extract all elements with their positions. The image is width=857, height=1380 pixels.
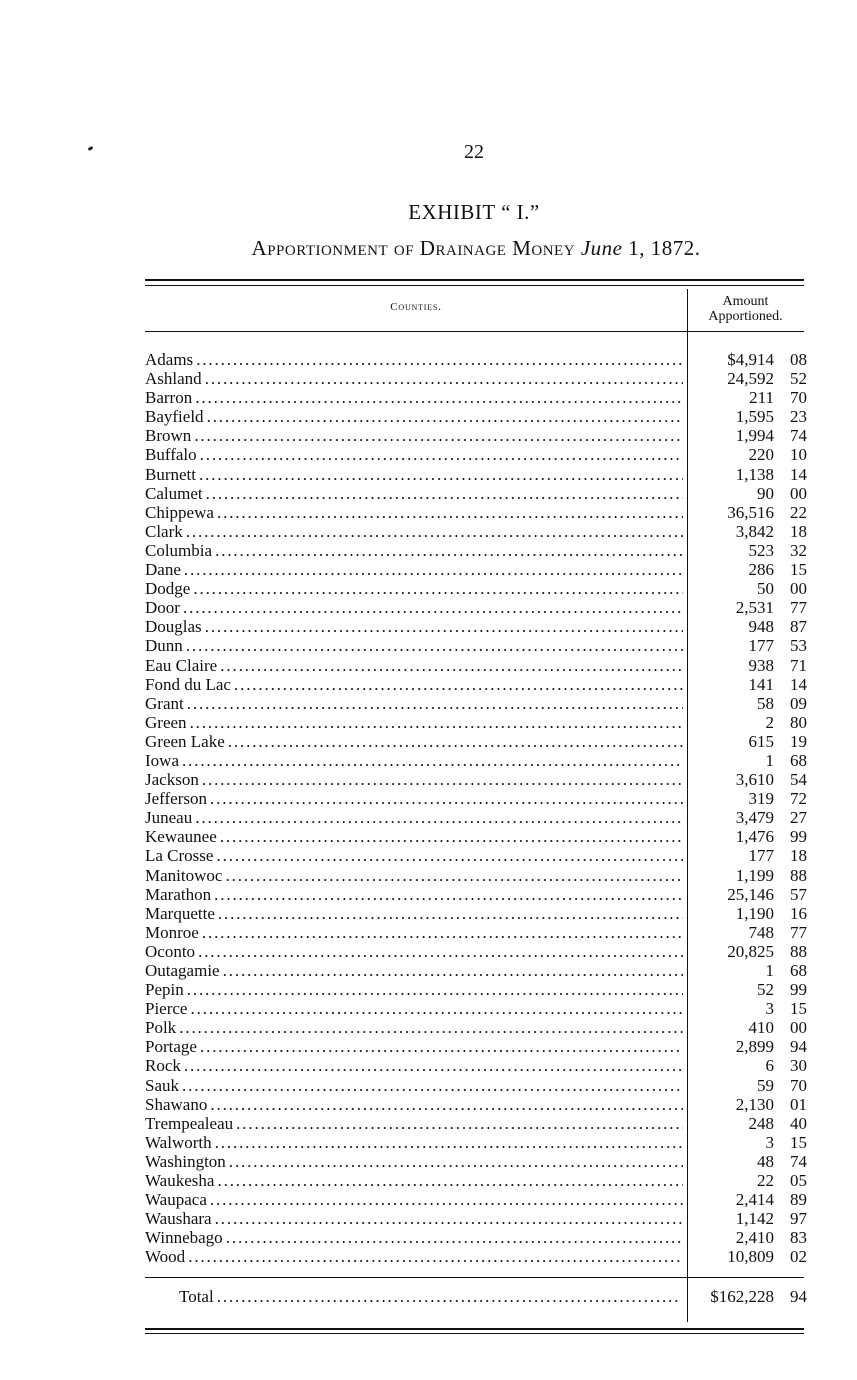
amount-dollars: 10,809 bbox=[727, 1247, 774, 1267]
table-row bbox=[145, 827, 807, 846]
table-row bbox=[145, 388, 807, 407]
county-name: Calumet . . . bbox=[145, 484, 683, 503]
county-name: Winnebago . . . bbox=[145, 1228, 683, 1247]
amount-dollars: 52 bbox=[757, 980, 774, 1000]
amount-cents: 02 bbox=[790, 1247, 807, 1267]
table-row bbox=[145, 1190, 807, 1209]
table-row bbox=[145, 1209, 807, 1228]
amount-cents: 70 bbox=[790, 388, 807, 408]
county-name: Kewaunee . . . bbox=[145, 827, 683, 846]
amount-cents: 27 bbox=[790, 808, 807, 828]
amount-cents: 68 bbox=[790, 750, 807, 770]
county-name: Washington . . . bbox=[145, 1152, 683, 1171]
county-name: Trempealeau . . . bbox=[145, 1114, 683, 1133]
amount-dollars: 1,994 bbox=[735, 426, 774, 446]
amount-dollars: 248 bbox=[748, 1113, 774, 1133]
amount-cents: 14 bbox=[790, 464, 807, 484]
county-name: Douglas . . . bbox=[145, 617, 683, 636]
table-row bbox=[145, 1114, 807, 1133]
amount-cents: 77 bbox=[790, 598, 807, 618]
county-name: Buffalo . . . bbox=[145, 445, 683, 464]
table-row bbox=[145, 999, 807, 1018]
amount-cents: 94 bbox=[790, 1037, 807, 1057]
table-row bbox=[145, 369, 807, 388]
amount-dollars: 2,899 bbox=[735, 1037, 774, 1057]
amount-dollars: 48 bbox=[757, 1151, 774, 1171]
table-row bbox=[145, 808, 807, 827]
total-cents: 94 bbox=[790, 1287, 807, 1306]
county-name: Polk . . . bbox=[145, 1018, 683, 1037]
county-name: Outagamie . . . bbox=[145, 961, 683, 980]
apportionment-table bbox=[145, 350, 807, 1267]
top-rule-thin bbox=[145, 285, 804, 286]
table-row bbox=[145, 980, 807, 999]
county-name: Columbia . . . bbox=[145, 541, 683, 560]
table-row bbox=[145, 961, 807, 980]
table-row bbox=[145, 617, 807, 636]
county-name: Monroe . . . bbox=[145, 923, 683, 942]
amount-cents: 72 bbox=[790, 789, 807, 809]
county-name: Bayfield . . . bbox=[145, 407, 683, 426]
table-row bbox=[145, 1037, 807, 1056]
amount-dollars: 1 bbox=[765, 750, 774, 770]
county-name: Jackson . . . bbox=[145, 770, 683, 789]
table-row bbox=[145, 675, 807, 694]
amount-cents: 00 bbox=[790, 1018, 807, 1038]
total-label: Total . . . bbox=[179, 1286, 683, 1308]
amount-cents: 09 bbox=[790, 693, 807, 713]
amount-dollars: 1,476 bbox=[735, 827, 774, 847]
table-row bbox=[145, 1228, 807, 1247]
amount-cents: 71 bbox=[790, 655, 807, 675]
amount-dollars: 211 bbox=[749, 388, 774, 408]
header-counties: Counties. bbox=[390, 301, 442, 313]
table-row bbox=[145, 522, 807, 541]
table-row bbox=[145, 751, 807, 770]
amount-dollars: 523 bbox=[748, 540, 774, 560]
county-name: Chippewa . . . bbox=[145, 503, 683, 522]
table-row bbox=[145, 846, 807, 865]
county-name: Manitowoc . . . bbox=[145, 866, 683, 885]
amount-cents: 23 bbox=[790, 407, 807, 427]
county-name: Rock . . . bbox=[145, 1056, 683, 1075]
county-name: La Crosse . . . bbox=[145, 846, 683, 865]
table-row bbox=[145, 885, 807, 904]
table-row bbox=[145, 426, 807, 445]
total-rule bbox=[145, 1277, 804, 1278]
county-name: Burnett . . . bbox=[145, 465, 683, 484]
county-name: Juneau . . . bbox=[145, 808, 683, 827]
table-row bbox=[145, 732, 807, 751]
amount-cents: 10 bbox=[790, 445, 807, 465]
amount-dollars: 36,516 bbox=[727, 502, 774, 522]
table-row bbox=[145, 904, 807, 923]
table-row bbox=[145, 350, 807, 369]
amount-cents: 57 bbox=[790, 884, 807, 904]
amount-dollars: 319 bbox=[748, 789, 774, 809]
header-amount-line2: Apportioned. bbox=[708, 309, 783, 324]
amount-cents: 68 bbox=[790, 961, 807, 980]
amount-cents: 01 bbox=[790, 1094, 807, 1114]
table-row bbox=[145, 656, 807, 675]
amount-cents: 40 bbox=[790, 1113, 807, 1133]
amount-dollars: 1,595 bbox=[735, 407, 774, 427]
amount-dollars: 748 bbox=[748, 922, 774, 942]
table-row bbox=[145, 1076, 807, 1095]
county-name: Pierce . . . bbox=[145, 999, 683, 1018]
amount-dollars: 58 bbox=[757, 693, 774, 713]
amount-dollars: 938 bbox=[748, 655, 774, 675]
page-number: 22 bbox=[464, 141, 484, 163]
amount-dollars: 24,592 bbox=[727, 369, 774, 389]
amount-cents: 16 bbox=[790, 903, 807, 923]
amount-cents: 30 bbox=[790, 1056, 807, 1076]
table-row bbox=[145, 636, 807, 655]
table-row bbox=[145, 484, 807, 503]
amount-cents: 53 bbox=[790, 636, 807, 656]
county-name: Iowa . . . bbox=[145, 751, 683, 770]
amount-cents: 89 bbox=[790, 1190, 807, 1210]
amount-cents: 18 bbox=[790, 846, 807, 866]
amount-dollars: 286 bbox=[748, 560, 774, 580]
table-row bbox=[145, 789, 807, 808]
county-name: Waukesha . . . bbox=[145, 1171, 683, 1190]
county-name: Marquette . . . bbox=[145, 904, 683, 923]
amount-dollars: 20,825 bbox=[727, 941, 774, 961]
table-row bbox=[145, 923, 807, 942]
county-name: Portage . . . bbox=[145, 1037, 683, 1056]
table-row bbox=[145, 1018, 807, 1037]
exhibit-title: EXHIBIT “ I.” bbox=[408, 200, 540, 224]
table-row bbox=[145, 942, 807, 961]
table-row bbox=[145, 694, 807, 713]
county-name: Brown . . . bbox=[145, 426, 683, 445]
amount-dollars: 1,142 bbox=[735, 1209, 774, 1229]
header-rule bbox=[145, 331, 804, 332]
amount-cents: 15 bbox=[790, 560, 807, 580]
table-row bbox=[145, 598, 807, 617]
amount-cents: 74 bbox=[790, 1151, 807, 1171]
amount-dollars: 2,410 bbox=[735, 1228, 774, 1248]
county-name: Eau Claire . . . bbox=[145, 656, 683, 675]
amount-dollars: 50 bbox=[757, 579, 774, 599]
county-name: Sauk . . . bbox=[145, 1076, 683, 1095]
amount-cents: 15 bbox=[790, 999, 807, 1019]
amount-dollars: 177 bbox=[748, 846, 774, 866]
amount-cents: 54 bbox=[790, 770, 807, 790]
amount-dollars: 1,190 bbox=[735, 903, 774, 923]
page-subtitle bbox=[0, 236, 857, 261]
county-name: Dane . . . bbox=[145, 560, 683, 579]
table-row bbox=[145, 445, 807, 464]
amount-dollars: 2 bbox=[765, 712, 774, 732]
header-amount-line1: Amount bbox=[722, 294, 769, 309]
amount-dollars: 6 bbox=[765, 1056, 774, 1076]
amount-dollars: 1,199 bbox=[735, 865, 774, 885]
total-row bbox=[145, 1286, 807, 1308]
top-rule bbox=[145, 279, 804, 281]
amount-dollars: 22 bbox=[757, 1171, 774, 1191]
table-row bbox=[145, 541, 807, 560]
amount-dollars: 2,130 bbox=[735, 1094, 774, 1114]
subtitle-date: 1, 1872. bbox=[628, 236, 701, 260]
amount-cents: 00 bbox=[790, 483, 807, 503]
total-dollars: $162,228 bbox=[710, 1287, 774, 1306]
amount-cents: 99 bbox=[790, 980, 807, 1000]
county-name: Green Lake . . . bbox=[145, 732, 683, 751]
county-name: Oconto . . . bbox=[145, 942, 683, 961]
amount-cents: 70 bbox=[790, 1075, 807, 1095]
amount-cents: 74 bbox=[790, 426, 807, 446]
subtitle-month: June bbox=[580, 236, 623, 260]
county-name: Dunn . . . bbox=[145, 636, 683, 655]
amount-cents: 00 bbox=[790, 579, 807, 599]
amount-dollars: 2,414 bbox=[735, 1190, 774, 1210]
county-name: Marathon . . . bbox=[145, 885, 683, 904]
table-row bbox=[145, 1095, 807, 1114]
county-name: Green . . . bbox=[145, 713, 683, 732]
amount-cents: 99 bbox=[790, 827, 807, 847]
amount-dollars: 615 bbox=[748, 731, 774, 751]
county-name: Pepin . . . bbox=[145, 980, 683, 999]
amount-dollars: 220 bbox=[748, 445, 774, 465]
amount-cents: 05 bbox=[790, 1171, 807, 1191]
amount-dollars: 25,146 bbox=[727, 884, 774, 904]
amount-cents: 32 bbox=[790, 540, 807, 560]
county-name: Clark . . . bbox=[145, 522, 683, 541]
amount-cents: 22 bbox=[790, 502, 807, 522]
table-row bbox=[145, 770, 807, 789]
bottom-rule-thin bbox=[145, 1333, 804, 1334]
amount-dollars: 3 bbox=[765, 999, 774, 1019]
table-row bbox=[145, 560, 807, 579]
bottom-rule bbox=[145, 1328, 804, 1330]
amount-cents: 83 bbox=[790, 1228, 807, 1248]
county-name: Wood . . . bbox=[145, 1247, 683, 1266]
amount-dollars: 59 bbox=[757, 1075, 774, 1095]
amount-dollars: 3,842 bbox=[735, 521, 774, 541]
county-name: Barron . . . bbox=[145, 388, 683, 407]
table-row bbox=[145, 503, 807, 522]
amount-cents: 08 bbox=[790, 350, 807, 369]
county-name: Ashland . . . bbox=[145, 369, 683, 388]
amount-cents: 80 bbox=[790, 712, 807, 732]
table-row bbox=[145, 866, 807, 885]
amount-dollars: 3 bbox=[765, 1132, 774, 1152]
amount-cents: 14 bbox=[790, 674, 807, 694]
county-name: Waupaca . . . bbox=[145, 1190, 683, 1209]
table-row bbox=[145, 1152, 807, 1171]
county-name: Walworth . . . bbox=[145, 1133, 683, 1152]
amount-dollars: 948 bbox=[748, 617, 774, 637]
amount-dollars: 177 bbox=[748, 636, 774, 656]
amount-dollars: 3,479 bbox=[735, 808, 774, 828]
amount-dollars: 410 bbox=[748, 1018, 774, 1038]
amount-cents: 88 bbox=[790, 865, 807, 885]
amount-dollars: 2,531 bbox=[735, 598, 774, 618]
amount-dollars: $4,914 bbox=[727, 350, 774, 369]
county-name: Adams . . . bbox=[145, 350, 683, 369]
county-name: Shawano . . . bbox=[145, 1095, 683, 1114]
county-name: Dodge . . . bbox=[145, 579, 683, 598]
amount-cents: 97 bbox=[790, 1209, 807, 1229]
table-row bbox=[145, 1133, 807, 1152]
amount-dollars: 3,610 bbox=[735, 770, 774, 790]
amount-dollars: 1,138 bbox=[735, 464, 774, 484]
amount-cents: 87 bbox=[790, 617, 807, 637]
table-row bbox=[145, 1171, 807, 1190]
county-name: Grant . . . bbox=[145, 694, 683, 713]
table-row bbox=[145, 1056, 807, 1075]
county-name: Jefferson . . . bbox=[145, 789, 683, 808]
county-name: Door . . . bbox=[145, 598, 683, 617]
county-name: Waushara . . . bbox=[145, 1209, 683, 1228]
amount-cents: 18 bbox=[790, 521, 807, 541]
amount-cents: 88 bbox=[790, 941, 807, 961]
header-amount bbox=[687, 294, 804, 324]
county-name: Fond du Lac . . . bbox=[145, 675, 683, 694]
amount-cents: 19 bbox=[790, 731, 807, 751]
table-row bbox=[145, 407, 807, 426]
subtitle-text: Apportionment of Drainage Money bbox=[251, 236, 576, 260]
table-row bbox=[145, 465, 807, 484]
table-row bbox=[145, 579, 807, 598]
table-row bbox=[145, 1247, 807, 1266]
table-row bbox=[145, 713, 807, 732]
amount-dollars: 1 bbox=[765, 961, 774, 980]
amount-dollars: 141 bbox=[748, 674, 774, 694]
amount-dollars: 90 bbox=[757, 483, 774, 503]
amount-cents: 15 bbox=[790, 1132, 807, 1152]
amount-cents: 52 bbox=[790, 369, 807, 389]
amount-cents: 77 bbox=[790, 922, 807, 942]
